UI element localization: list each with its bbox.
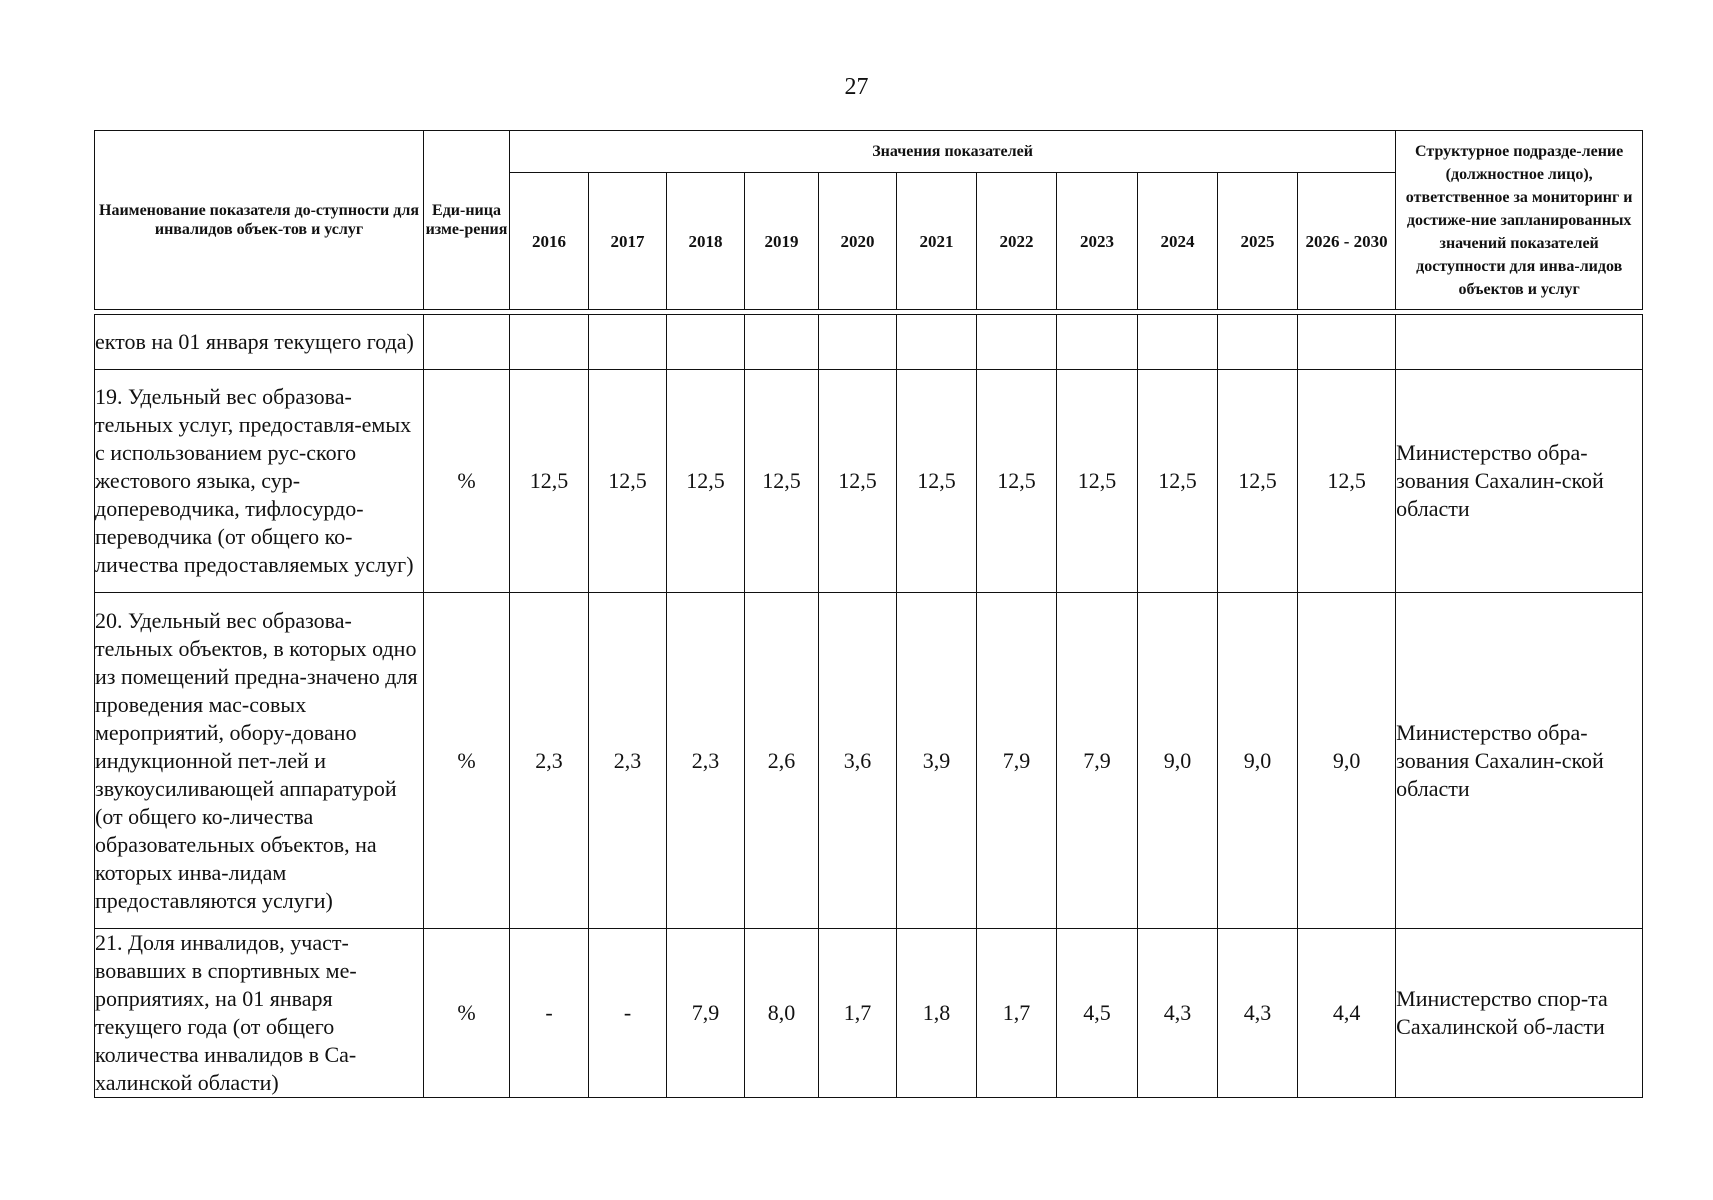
indicator-value: 7,9 bbox=[1057, 593, 1138, 929]
indicator-value: 3,6 bbox=[819, 593, 897, 929]
indicator-value: 7,9 bbox=[977, 593, 1057, 929]
indicator-value: 4,4 bbox=[1298, 929, 1396, 1098]
indicator-value bbox=[1218, 315, 1298, 370]
indicator-unit: % bbox=[424, 929, 510, 1098]
indicator-value: 4,3 bbox=[1218, 929, 1298, 1098]
indicator-value: 12,5 bbox=[667, 370, 745, 593]
header-year: 2023 bbox=[1057, 173, 1138, 310]
table-row bbox=[95, 315, 1643, 370]
indicator-value: 2,3 bbox=[667, 593, 745, 929]
indicator-value: 9,0 bbox=[1138, 593, 1218, 929]
header-unit: Еди-ница изме-рения bbox=[424, 131, 510, 310]
indicator-value: 12,5 bbox=[745, 370, 819, 593]
indicator-value bbox=[510, 315, 589, 370]
responsible-unit bbox=[1396, 315, 1643, 370]
header-year: 2025 bbox=[1218, 173, 1298, 310]
header-year: 2016 bbox=[510, 173, 589, 310]
indicator-value: 3,9 bbox=[897, 593, 977, 929]
indicator-value bbox=[1057, 315, 1138, 370]
indicator-name: 21. Доля инвалидов, участ-вовавших в спортивных ме-роприятиях, на 01 января текущего года (от общего количества инвалидов в Са-халинской области) bbox=[95, 929, 424, 1098]
indicator-unit: % bbox=[424, 370, 510, 593]
header-responsible: Структурное подразде-ление (должностное лицо), ответственное за мониторинг и достиже-ние запланированных значений показателей доступности для инва-лидов объектов и услуг bbox=[1396, 131, 1643, 310]
indicator-value: 2,3 bbox=[589, 593, 667, 929]
indicator-unit bbox=[424, 315, 510, 370]
header-indicator-name: Наименование показателя до-ступности для инвалидов объек-тов и услуг bbox=[95, 131, 424, 310]
indicator-value: 1,7 bbox=[977, 929, 1057, 1098]
indicator-name: 19. Удельный вес образова-тельных услуг, предоставля-емых с использованием рус-ского жестового языка, сур-допереводчика, тифлосурдо-переводчика (от общего ко-личества предоставляемых услуг) bbox=[95, 370, 424, 593]
header-year: 2017 bbox=[589, 173, 667, 310]
indicator-name: 20. Удельный вес образова-тельных объектов, в которых одно из помещений предна-значено для проведения мас-совых мероприятий, обору-довано индукционной пет-лей и звукоусиливающей аппаратурой (от общего ко-личества образовательных объектов, на которых инва-лидам предоставляются услуги) bbox=[95, 593, 424, 929]
indicator-value: 12,5 bbox=[897, 370, 977, 593]
table-row bbox=[95, 370, 1643, 593]
header-values: Значения показателей bbox=[510, 131, 1396, 173]
indicator-value bbox=[819, 315, 897, 370]
indicator-value: 9,0 bbox=[1298, 593, 1396, 929]
indicator-value: 12,5 bbox=[1218, 370, 1298, 593]
responsible-unit: Министерство спор-та Сахалинской об-ласти bbox=[1396, 929, 1643, 1098]
indicator-value: 1,8 bbox=[897, 929, 977, 1098]
indicator-value: 12,5 bbox=[1057, 370, 1138, 593]
header-year: 2026 - 2030 bbox=[1298, 173, 1396, 310]
indicator-unit: % bbox=[424, 593, 510, 929]
table-row bbox=[95, 593, 1643, 929]
indicator-value: 4,5 bbox=[1057, 929, 1138, 1098]
header-year: 2019 bbox=[745, 173, 819, 310]
indicator-value bbox=[667, 315, 745, 370]
indicator-value: 12,5 bbox=[977, 370, 1057, 593]
header-year: 2022 bbox=[977, 173, 1057, 310]
indicator-name: ектов на 01 января текущего года) bbox=[95, 315, 424, 370]
indicator-value bbox=[977, 315, 1057, 370]
indicator-value: 12,5 bbox=[1298, 370, 1396, 593]
indicator-value bbox=[897, 315, 977, 370]
responsible-unit: Министерство обра-зования Сахалин-ской области bbox=[1396, 593, 1643, 929]
indicator-value: 9,0 bbox=[1218, 593, 1298, 929]
header-year: 2021 bbox=[897, 173, 977, 310]
header-year: 2020 bbox=[819, 173, 897, 310]
indicator-value: - bbox=[589, 929, 667, 1098]
indicator-value: 12,5 bbox=[589, 370, 667, 593]
indicator-value: 4,3 bbox=[1138, 929, 1218, 1098]
indicator-value: 1,7 bbox=[819, 929, 897, 1098]
indicator-value bbox=[589, 315, 667, 370]
indicator-value: 2,3 bbox=[510, 593, 589, 929]
table-row bbox=[95, 929, 1643, 1098]
header-year: 2024 bbox=[1138, 173, 1218, 310]
indicator-value: 12,5 bbox=[1138, 370, 1218, 593]
indicator-value: 12,5 bbox=[819, 370, 897, 593]
indicator-value bbox=[745, 315, 819, 370]
indicator-value: 7,9 bbox=[667, 929, 745, 1098]
indicator-value bbox=[1298, 315, 1396, 370]
page-number: 27 bbox=[844, 74, 869, 100]
indicator-value: 2,6 bbox=[745, 593, 819, 929]
indicator-value: - bbox=[510, 929, 589, 1098]
indicator-value bbox=[1138, 315, 1218, 370]
responsible-unit: Министерство обра-зования Сахалин-ской области bbox=[1396, 370, 1643, 593]
header-year: 2018 bbox=[667, 173, 745, 310]
indicators-table bbox=[94, 130, 1643, 1098]
indicator-value: 12,5 bbox=[510, 370, 589, 593]
indicator-value: 8,0 bbox=[745, 929, 819, 1098]
